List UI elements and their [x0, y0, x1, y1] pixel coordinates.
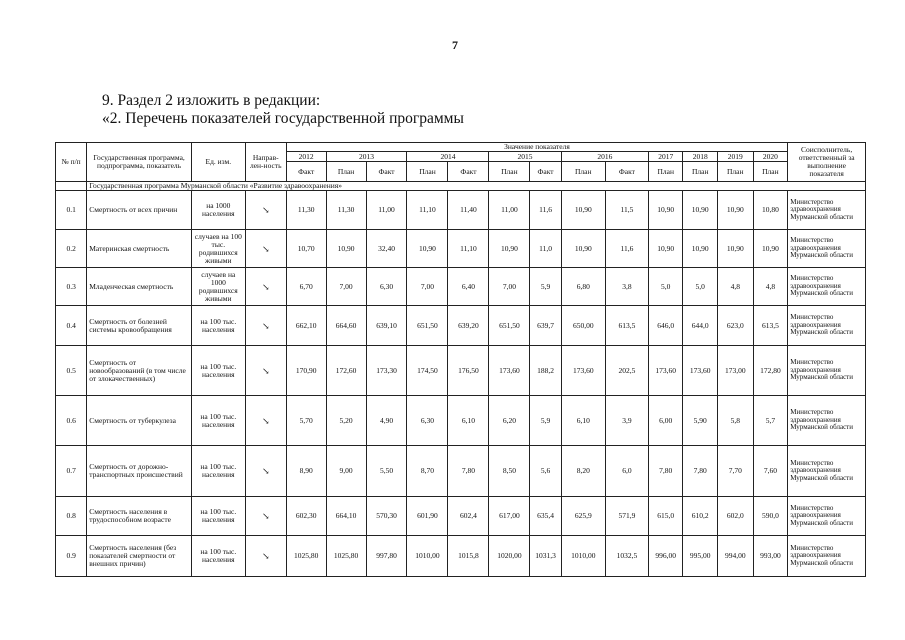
- executor-cell: Министерство здравоохранения Мурманской области: [788, 446, 866, 497]
- value-cell: 5,7: [753, 396, 788, 446]
- header-unit: Ед. изм.: [191, 143, 245, 182]
- value-cell: 11,6: [605, 230, 648, 268]
- table-row: [56, 306, 866, 346]
- value-cell: 172,80: [753, 346, 788, 396]
- year-header: 2015: [489, 152, 561, 162]
- value-cell: 10,90: [648, 230, 683, 268]
- header-executor: Соисполнитель, ответственный за выполнение показателя: [788, 143, 866, 182]
- subheader-cell: План: [407, 162, 448, 182]
- value-cell: 625,9: [561, 497, 605, 536]
- direction-down-arrow-icon: ↘: [245, 396, 286, 446]
- value-cell: 994,00: [717, 536, 753, 577]
- header-name: Государственная программа, подпрограмма, показатель: [87, 143, 192, 182]
- value-cell: 173,00: [717, 346, 753, 396]
- value-cell: 1025,80: [286, 536, 326, 577]
- executor-cell: Министерство здравоохранения Мурманской области: [788, 396, 866, 446]
- value-cell: 6,20: [489, 396, 530, 446]
- table-row: [56, 536, 866, 577]
- row-number: 0.1: [56, 191, 87, 230]
- unit-cell: случаев на 1000 родившихся живыми: [191, 268, 245, 306]
- value-cell: 613,5: [605, 306, 648, 346]
- value-cell: 662,10: [286, 306, 326, 346]
- value-cell: 1020,00: [489, 536, 530, 577]
- value-cell: 170,90: [286, 346, 326, 396]
- value-cell: 173,60: [489, 346, 530, 396]
- indicator-name: Младенческая смертность: [87, 268, 192, 306]
- value-cell: 5,0: [683, 268, 718, 306]
- value-cell: 7,00: [326, 268, 366, 306]
- value-cell: 202,5: [605, 346, 648, 396]
- value-cell: 635,4: [530, 497, 561, 536]
- row-number: 0.2: [56, 230, 87, 268]
- value-cell: 5,70: [286, 396, 326, 446]
- value-cell: 172,60: [326, 346, 366, 396]
- executor-cell: Министерство здравоохранения Мурманской области: [788, 268, 866, 306]
- value-cell: 5,0: [648, 268, 683, 306]
- value-cell: 5,20: [326, 396, 366, 446]
- value-cell: 5,50: [366, 446, 407, 497]
- executor-cell: Министерство здравоохранения Мурманской области: [788, 346, 866, 396]
- value-cell: 176,50: [448, 346, 489, 396]
- value-cell: 3,9: [605, 396, 648, 446]
- unit-cell: на 100 тыс. населения: [191, 346, 245, 396]
- value-cell: 6,40: [448, 268, 489, 306]
- value-cell: 6,10: [561, 396, 605, 446]
- direction-down-arrow-icon: ↘: [245, 268, 286, 306]
- unit-cell: случаев на 100 тыс. родившихся живыми: [191, 230, 245, 268]
- subheader-cell: План: [489, 162, 530, 182]
- value-cell: 650,00: [561, 306, 605, 346]
- value-cell: 11,00: [489, 191, 530, 230]
- value-cell: 10,90: [648, 191, 683, 230]
- direction-down-arrow-icon: ↘: [245, 497, 286, 536]
- value-cell: 173,60: [561, 346, 605, 396]
- value-cell: 11,00: [366, 191, 407, 230]
- value-cell: 10,90: [717, 230, 753, 268]
- value-cell: 1025,80: [326, 536, 366, 577]
- value-cell: 10,90: [489, 230, 530, 268]
- value-cell: 7,80: [683, 446, 718, 497]
- subheader-cell: План: [683, 162, 718, 182]
- value-cell: 7,00: [489, 268, 530, 306]
- value-cell: 10,90: [561, 191, 605, 230]
- executor-cell: Министерство здравоохранения Мурманской области: [788, 536, 866, 577]
- value-cell: 664,10: [326, 497, 366, 536]
- value-cell: 617,00: [489, 497, 530, 536]
- value-cell: 10,80: [753, 191, 788, 230]
- value-cell: 9,00: [326, 446, 366, 497]
- value-cell: 1031,3: [530, 536, 561, 577]
- value-cell: 590,0: [753, 497, 788, 536]
- executor-cell: Министерство здравоохранения Мурманской области: [788, 191, 866, 230]
- value-cell: 11,10: [448, 230, 489, 268]
- value-cell: 11,30: [326, 191, 366, 230]
- subheader-cell: План: [717, 162, 753, 182]
- value-cell: 7,70: [717, 446, 753, 497]
- header-direction: Направ-лен-ность: [245, 143, 286, 182]
- value-cell: 11,6: [530, 191, 561, 230]
- table-row: [56, 346, 866, 396]
- value-cell: 997,80: [366, 536, 407, 577]
- value-cell: 3,8: [605, 268, 648, 306]
- value-cell: 602,30: [286, 497, 326, 536]
- row-number: 0.3: [56, 268, 87, 306]
- unit-cell: на 1000 населения: [191, 191, 245, 230]
- executor-cell: Министерство здравоохранения Мурманской области: [788, 497, 866, 536]
- row-number: 0.5: [56, 346, 87, 396]
- value-cell: 6,00: [648, 396, 683, 446]
- unit-cell: на 100 тыс. населения: [191, 306, 245, 346]
- year-header: 2019: [717, 152, 753, 162]
- value-cell: 5,6: [530, 446, 561, 497]
- value-cell: 11,10: [407, 191, 448, 230]
- value-cell: 602,0: [717, 497, 753, 536]
- value-cell: 1032,5: [605, 536, 648, 577]
- value-cell: 11,5: [605, 191, 648, 230]
- value-cell: 615,0: [648, 497, 683, 536]
- year-header: 2020: [753, 152, 788, 162]
- value-cell: 639,20: [448, 306, 489, 346]
- value-cell: 8,20: [561, 446, 605, 497]
- value-cell: 623,0: [717, 306, 753, 346]
- value-cell: 11,40: [448, 191, 489, 230]
- row-number: 0.4: [56, 306, 87, 346]
- value-cell: 995,00: [683, 536, 718, 577]
- indicator-name: Материнская смертность: [87, 230, 192, 268]
- value-cell: 5,8: [717, 396, 753, 446]
- value-cell: 32,40: [366, 230, 407, 268]
- value-cell: 6,0: [605, 446, 648, 497]
- value-cell: 8,90: [286, 446, 326, 497]
- value-cell: 188,2: [530, 346, 561, 396]
- unit-cell: на 100 тыс. населения: [191, 536, 245, 577]
- value-cell: 4,90: [366, 396, 407, 446]
- unit-cell: на 100 тыс. населения: [191, 446, 245, 497]
- section-title: Государственная программа Мурманской области «Развитие здравоохранения»: [87, 182, 866, 191]
- value-cell: 10,90: [407, 230, 448, 268]
- executor-cell: Министерство здравоохранения Мурманской области: [788, 230, 866, 268]
- value-cell: 10,90: [683, 230, 718, 268]
- section-heading: 9. Раздел 2 изложить в редакции:: [102, 92, 321, 109]
- indicator-name: Смертность от туберкулеза: [87, 396, 192, 446]
- value-cell: 5,90: [683, 396, 718, 446]
- table-row: [56, 497, 866, 536]
- indicator-name: Смертность от дорожно-транспортных происшествий: [87, 446, 192, 497]
- value-cell: 10,90: [326, 230, 366, 268]
- value-cell: 646,0: [648, 306, 683, 346]
- value-cell: 664,60: [326, 306, 366, 346]
- value-cell: 173,60: [683, 346, 718, 396]
- value-cell: 6,70: [286, 268, 326, 306]
- row-number: 0.7: [56, 446, 87, 497]
- value-cell: 602,4: [448, 497, 489, 536]
- value-cell: 8,50: [489, 446, 530, 497]
- value-cell: 5,9: [530, 268, 561, 306]
- year-header: 2016: [561, 152, 648, 162]
- value-cell: 639,7: [530, 306, 561, 346]
- value-cell: 173,30: [366, 346, 407, 396]
- value-cell: 6,30: [366, 268, 407, 306]
- year-header: 2017: [648, 152, 683, 162]
- header-num: № п/п: [56, 143, 87, 182]
- indicator-name: Смертность от всех причин: [87, 191, 192, 230]
- value-cell: 11,0: [530, 230, 561, 268]
- value-cell: 7,00: [407, 268, 448, 306]
- value-cell: 993,00: [753, 536, 788, 577]
- year-header: 2012: [286, 152, 326, 162]
- value-cell: 570,30: [366, 497, 407, 536]
- value-cell: 613,5: [753, 306, 788, 346]
- value-cell: 651,50: [489, 306, 530, 346]
- subheader-cell: Факт: [286, 162, 326, 182]
- subheader-cell: Факт: [530, 162, 561, 182]
- value-cell: 4,8: [753, 268, 788, 306]
- value-cell: 601,90: [407, 497, 448, 536]
- value-cell: 610,2: [683, 497, 718, 536]
- subheader-cell: План: [326, 162, 366, 182]
- direction-down-arrow-icon: ↘: [245, 346, 286, 396]
- value-cell: 7,60: [753, 446, 788, 497]
- value-cell: 5,9: [530, 396, 561, 446]
- value-cell: 4,8: [717, 268, 753, 306]
- section-subheading: «2. Перечень показателей государственной программы: [102, 110, 464, 127]
- direction-down-arrow-icon: ↘: [245, 191, 286, 230]
- subheader-cell: Факт: [448, 162, 489, 182]
- subheader-cell: План: [561, 162, 605, 182]
- value-cell: 10,90: [717, 191, 753, 230]
- indicator-name: Смертность от новообразований (в том числе от злокачественных): [87, 346, 192, 396]
- value-cell: 173,60: [648, 346, 683, 396]
- value-cell: 10,90: [753, 230, 788, 268]
- subheader-cell: План: [753, 162, 788, 182]
- year-header: 2018: [683, 152, 718, 162]
- subheader-cell: Факт: [366, 162, 407, 182]
- header-value-group: Значение показателя: [286, 143, 788, 152]
- direction-down-arrow-icon: ↘: [245, 446, 286, 497]
- subheader-cell: План: [648, 162, 683, 182]
- page-number: 7: [452, 38, 458, 52]
- unit-cell: на 100 тыс. населения: [191, 396, 245, 446]
- year-header: 2014: [407, 152, 489, 162]
- value-cell: 7,80: [648, 446, 683, 497]
- value-cell: 6,80: [561, 268, 605, 306]
- value-cell: 571,9: [605, 497, 648, 536]
- indicator-name: Смертность населения (без показателей смертности от внешних причин): [87, 536, 192, 577]
- indicator-name: Смертность от болезней системы кровообращения: [87, 306, 192, 346]
- value-cell: 6,30: [407, 396, 448, 446]
- row-number: 0.8: [56, 497, 87, 536]
- direction-down-arrow-icon: ↘: [245, 536, 286, 577]
- table-row: [56, 268, 866, 306]
- value-cell: 1010,00: [561, 536, 605, 577]
- value-cell: 7,80: [448, 446, 489, 497]
- value-cell: 996,00: [648, 536, 683, 577]
- subheader-cell: Факт: [605, 162, 648, 182]
- value-cell: 1010,00: [407, 536, 448, 577]
- direction-down-arrow-icon: ↘: [245, 306, 286, 346]
- table-row: [56, 396, 866, 446]
- value-cell: 651,50: [407, 306, 448, 346]
- value-cell: 1015,8: [448, 536, 489, 577]
- row-number: 0.6: [56, 396, 87, 446]
- value-cell: 639,10: [366, 306, 407, 346]
- value-cell: 10,90: [683, 191, 718, 230]
- indicators-table: [55, 142, 866, 577]
- indicator-name: Смертность населения в трудоспособном возрасте: [87, 497, 192, 536]
- value-cell: 8,70: [407, 446, 448, 497]
- value-cell: 10,90: [561, 230, 605, 268]
- table-row: [56, 191, 866, 230]
- value-cell: 174,50: [407, 346, 448, 396]
- value-cell: 644,0: [683, 306, 718, 346]
- value-cell: 10,70: [286, 230, 326, 268]
- value-cell: 11,30: [286, 191, 326, 230]
- year-header: 2013: [326, 152, 407, 162]
- value-cell: 6,10: [448, 396, 489, 446]
- direction-down-arrow-icon: ↘: [245, 230, 286, 268]
- executor-cell: Министерство здравоохранения Мурманской области: [788, 306, 866, 346]
- table-row: [56, 230, 866, 268]
- table-row: [56, 446, 866, 497]
- unit-cell: на 100 тыс. населения: [191, 497, 245, 536]
- row-number: 0.9: [56, 536, 87, 577]
